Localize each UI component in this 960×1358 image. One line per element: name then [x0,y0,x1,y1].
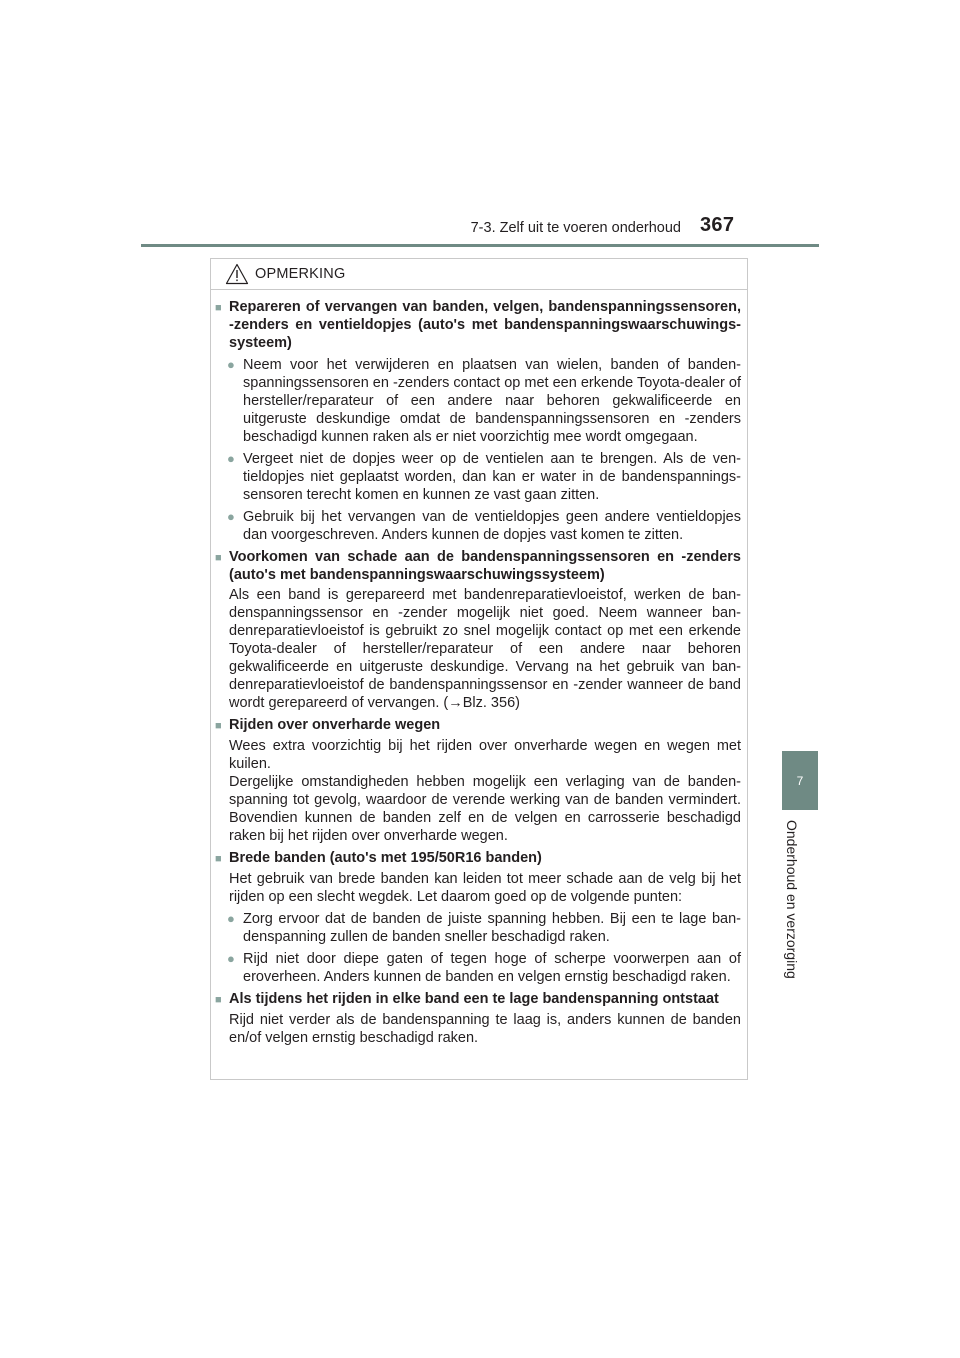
round-bullet-icon: ● [227,509,235,524]
round-bullet-icon: ● [227,911,235,926]
bullet-item [215,910,741,946]
bullet-text: Gebruik bij het vervangen van de ventieldopjes geen andere ventieldopjes dan voorgeschreven. Anders kunnen de dopjes vast komen te zitten. [243,509,741,543]
section-text: Wees extra voorzichtig bij het rijden over onverharde wegen en wegen met kuilen. [229,738,741,772]
chapter-tab [782,751,818,810]
notice-section-low-pressure [215,990,741,1047]
chapter-tab-label: Onderhoud en verzorging [784,820,800,979]
notice-section-wide-tires [215,849,741,986]
section-heading [215,716,741,735]
notice-section-rough-roads [215,716,741,845]
section-text: Dergelijke omstandigheden hebben mogelijk een verlaging van de bandenspanning tot gevolg, waardoor de verende werking van de banden vermindert. Bovendien kunnen de banden zelf en de velgen en carrosserie beschadigd raken bij het rijden over onverharde wegen. [229,774,741,844]
section-text: Het gebruik van brede banden kan leiden tot meer schade aan de velg bij het rijden op een slecht wegdek. Let daarom goed op de volgende punten: [229,871,741,905]
section-heading [215,548,741,584]
section-heading-text: Rijden over onverharde wegen [229,717,441,733]
round-bullet-icon: ● [227,357,235,372]
chapter-tab-number: 7 [796,773,804,788]
bullet-item [215,450,741,504]
section-heading [215,849,741,868]
section-heading-text: Voorkomen van schade aan de bandenspanningssensoren en -zenders (auto's met bandenspanningswaarschuwingssysteem) [229,549,741,583]
notice-section-sensor-damage [215,548,741,712]
bullet-text: Zorg ervoor dat de banden de juiste spanning hebben. Bij een te lage bandenspanning zullen de banden sneller beschadigd raken. [243,911,741,945]
bullet-item [215,950,741,986]
bullet-text: Vergeet niet de dopjes weer op de ventielen aan te brengen. Als de ventieldopjes niet geplaatst worden, dan kan er water in de bandenspanningssensoren terecht komen en kunnen ze vast gaan zitten. [243,451,741,503]
square-bullet-icon: ■ [215,853,222,865]
bullet-item [215,356,741,446]
section-text: Als een band is gerepareerd met bandenreparatievloeistof, werken de bandenspanningssensor en -zender mogelijk niet goed. Neem wanneer bandenreparatievloeistof is gebruikt zo snel mogelijk contact op met een erkende Toyota-dealer of hersteller/reparateur of een andere naar behoren gekwalificeerde en uitgeruste deskundige. Vervang na het gebruik van bandenreparatievloeistof de bandenspanningssensor en -zender wanneer de band wordt gerepareerd of vervangen. (→Blz. 356) [229,587,741,711]
round-bullet-icon: ● [227,951,235,966]
round-bullet-icon: ● [227,451,235,466]
section-heading-text: Als tijdens het rijden in elke band een te lage bandenspanning ontstaat [229,991,719,1007]
bullet-text: Rijd niet door diepe gaten of tegen hoge of scherpe voorwerpen aan of eroverheen. Anders kunnen de banden en velgen ernstig beschadigd raken. [243,951,741,985]
header-section-title: 7-3. Zelf uit te voeren onderhoud [470,220,681,236]
square-bullet-icon: ■ [215,720,222,732]
section-heading [215,990,741,1009]
section-heading-text: Repareren of vervangen van banden, velgen, bandenspanningssensoren, -zenders en ventieldopjes (auto's met bandenspanningswaarschuwingssysteem) [229,299,741,351]
notice-title: OPMERKING [255,266,346,282]
bullet-item [215,508,741,544]
warning-triangle-icon [225,263,249,285]
notice-section-repair [215,298,741,544]
square-bullet-icon: ■ [215,994,222,1006]
notice-header [211,259,747,290]
square-bullet-icon: ■ [215,552,222,564]
section-heading [215,298,741,352]
section-text: Rijd niet verder als de bandenspanning te laag is, anders kunnen de banden en/of velgen ernstig beschadigd raken. [229,1012,741,1046]
page-number: 367 [700,214,735,236]
notice-body [211,290,747,1047]
section-heading-text: Brede banden (auto's met 195/50R16 banden) [229,850,542,866]
header-rule [141,244,819,247]
square-bullet-icon: ■ [215,302,222,314]
bullet-text: Neem voor het verwijderen en plaatsen van wielen, banden of bandenspanningssensoren en -zenders contact op met een erkende Toyota-dealer of hersteller/reparateur of een andere naar behoren gekwalificeerde en uitgeruste deskundige omdat de bandenspanningssensoren en -zenders beschadigd kunnen raken als er niet voorzichtig mee wordt omgegaan. [243,357,741,445]
notice-box [210,258,748,1080]
